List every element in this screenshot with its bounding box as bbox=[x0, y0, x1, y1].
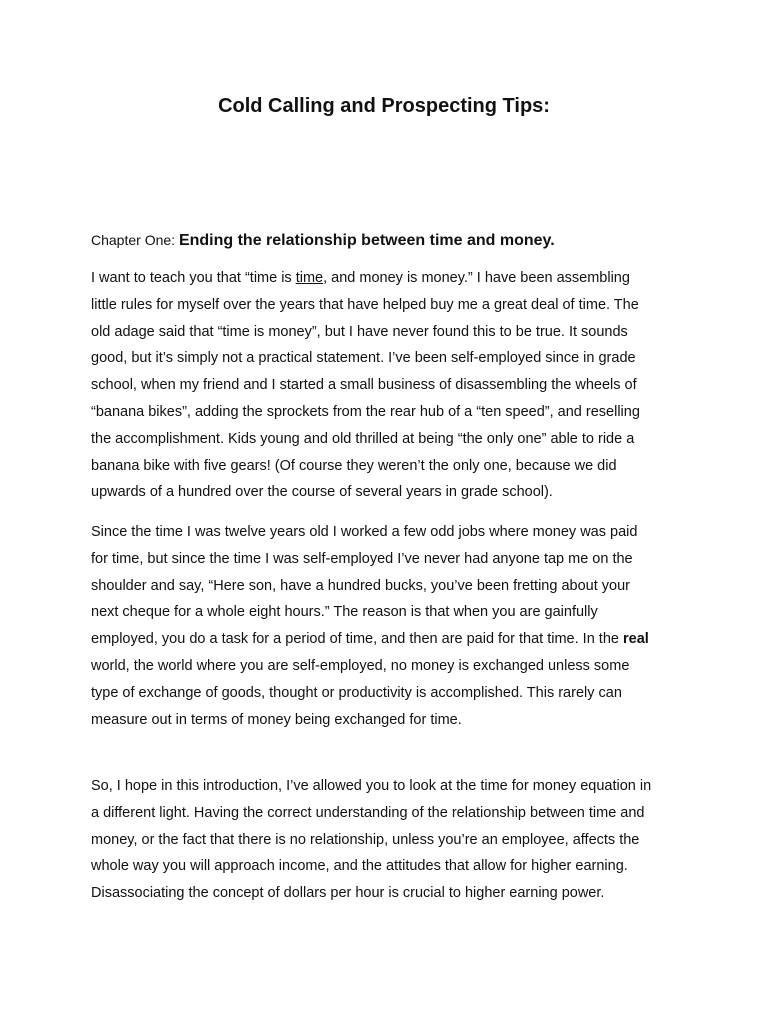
document-title: Cold Calling and Prospecting Tips: bbox=[218, 95, 550, 117]
paragraph-line bbox=[91, 265, 691, 292]
paragraph-line: the accomplishment. Kids young and old thrilled at being “the only one” able to ride a bbox=[91, 430, 635, 447]
paragraph-line: for time, but since the time I was self-employed I’ve never had anyone tap me on the bbox=[91, 550, 633, 567]
paragraph-line: upwards of a hundred over the course of several years in grade school). bbox=[91, 484, 553, 501]
paragraph-line: a different light. Having the correct understanding of the relationship between time and bbox=[91, 804, 645, 821]
chapter-title: Ending the relationship between time and money. bbox=[178, 232, 555, 249]
paragraph-line: world, the world where you are self-employed, no money is exchanged unless some bbox=[91, 657, 630, 674]
paragraph-2 bbox=[91, 519, 691, 733]
paragraph-line: Since the time I was twelve years old I worked a few odd jobs where money was paid bbox=[91, 524, 638, 540]
paragraph-line: good, but it’s simply not a practical statement. I’ve been self-employed since in grade bbox=[91, 350, 636, 367]
chapter-label: Chapter One: bbox=[91, 232, 179, 248]
paragraph-line: Disassociating the concept of dollars per hour is crucial to higher earning power. bbox=[91, 885, 605, 902]
text-run: employed, you do a task for a period of time, and then are paid for that time. In the bbox=[91, 631, 623, 648]
paragraph-line: next cheque for a whole eight hours.” The reason is that when you are gainfully bbox=[91, 604, 598, 621]
paragraph-3 bbox=[91, 773, 691, 907]
paragraph-line: type of exchange of goods, thought or productivity is accomplished. This rarely can bbox=[91, 684, 622, 701]
bold-word: real bbox=[622, 631, 649, 648]
paragraph-line: old adage said that “time is money”, but I have never found this to be true. It sounds bbox=[91, 323, 628, 340]
text-run: I want to teach you that “time is bbox=[91, 270, 296, 286]
chapter-heading bbox=[91, 226, 691, 253]
paragraph-line: shoulder and say, “Here son, have a hundred bucks, you’ve been fretting about your bbox=[91, 577, 630, 594]
underlined-word: time bbox=[295, 270, 324, 286]
paragraph-line: money, or the fact that there is no relationship, unless you’re an employee, affects the bbox=[91, 831, 640, 848]
text-run: , and money is money.” I have been assembling bbox=[323, 270, 630, 286]
paragraph-line: banana bike with five gears! (Of course they weren’t the only one, because we did bbox=[91, 457, 617, 474]
paragraph-1 bbox=[91, 265, 691, 506]
paragraph-line: measure out in terms of money being exchanged for time. bbox=[91, 711, 462, 728]
paragraph-line: whole way you will approach income, and the attitudes that allow for higher earning. bbox=[91, 858, 628, 875]
paragraph-line: little rules for myself over the years that have helped buy me a great deal of time. The bbox=[91, 296, 639, 313]
paragraph-line bbox=[91, 626, 691, 653]
paragraph-line: So, I hope in this introduction, I’ve allowed you to look at the time for money equation in bbox=[91, 778, 652, 794]
paragraph-line: “banana bikes”, adding the sprockets from the rear hub of a “ten speed”, and reselling bbox=[91, 403, 640, 420]
paragraph-line: school, when my friend and I started a small business of disassembling the wheels of bbox=[91, 377, 637, 394]
